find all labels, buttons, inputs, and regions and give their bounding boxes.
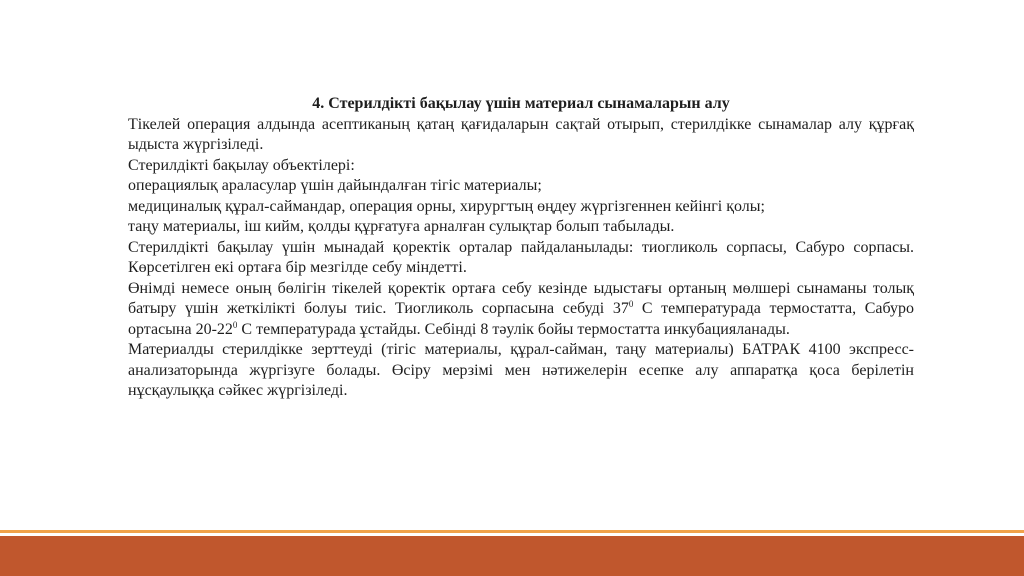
paragraph-suture-material: операциялық араласулар үшін дайындалған тігіс материалы; — [128, 177, 542, 194]
paragraph-sampling: Тікелей операция алдында асептиканың қатаң қағидаларын сақтай отырып, стерилдікке сынамалар алу құрғақ ыдыста жүргізіледі. — [128, 115, 914, 153]
slide-title: 4. Стерилдікті бақылау үшін материал сынамаларын алу — [312, 95, 730, 112]
footer-accent-band — [0, 536, 1024, 576]
slide-body — [128, 94, 914, 402]
paragraph-analyzer: Материалды стерилдікке зерттеуді (тігіс материалы, құрал-сайман, таңу материалы) БАТРАК 4100 экспресс-анализаторында жүргізуге болады. Өсіру мерзімі мен нәтижелерін есепке алу аппаратқа қоса берілетін нұсқаулыққа сәйкес жүргізіледі. — [128, 341, 914, 399]
paragraph-nutrient-media: Стерилдікті бақылау үшін мынадай қоректік орталар пайдаланылады: тиогликоль сорпасы, Сабуро сорпасы. Көрсетілген екі ортаға бір мезгілде себу міндетті. — [128, 238, 914, 276]
incubation-text-c: С температурада ұстайды. Себінді 8 тәулік бойы термостатта инкубацияланады. — [237, 320, 790, 338]
paragraph-dressing-material: таңу материалы, іш кийм, қолды құрғатуға арналған сулықтар болып табылады. — [128, 218, 675, 235]
incubation-text-b: С температурада термостатта, Сабуро ортасына 20-22 — [128, 300, 914, 338]
footer-accent-line — [0, 530, 1024, 533]
paragraph-instruments: медициналық құрал-саймандар, операция орны, хирургтың өңдеу жүргізгеннен кейінгі қолы; — [128, 197, 765, 215]
incubation-text-a: Өнімді немесе оның бөлігін тікелей қоректік ортаға себу кезінде ыдыстағы ортаның мөлшері сынаманы толық батыру үшін жеткілікті болуы тиіс. Тиогликоль сорпасына себуді 37 — [128, 279, 914, 317]
degree-superscript-a: 0 — [628, 299, 634, 309]
paragraph-incubation — [128, 279, 914, 341]
paragraph-objects-heading: Стерилдікті бақылау объектілері: — [128, 156, 355, 174]
degree-superscript-b: 0 — [232, 319, 238, 330]
